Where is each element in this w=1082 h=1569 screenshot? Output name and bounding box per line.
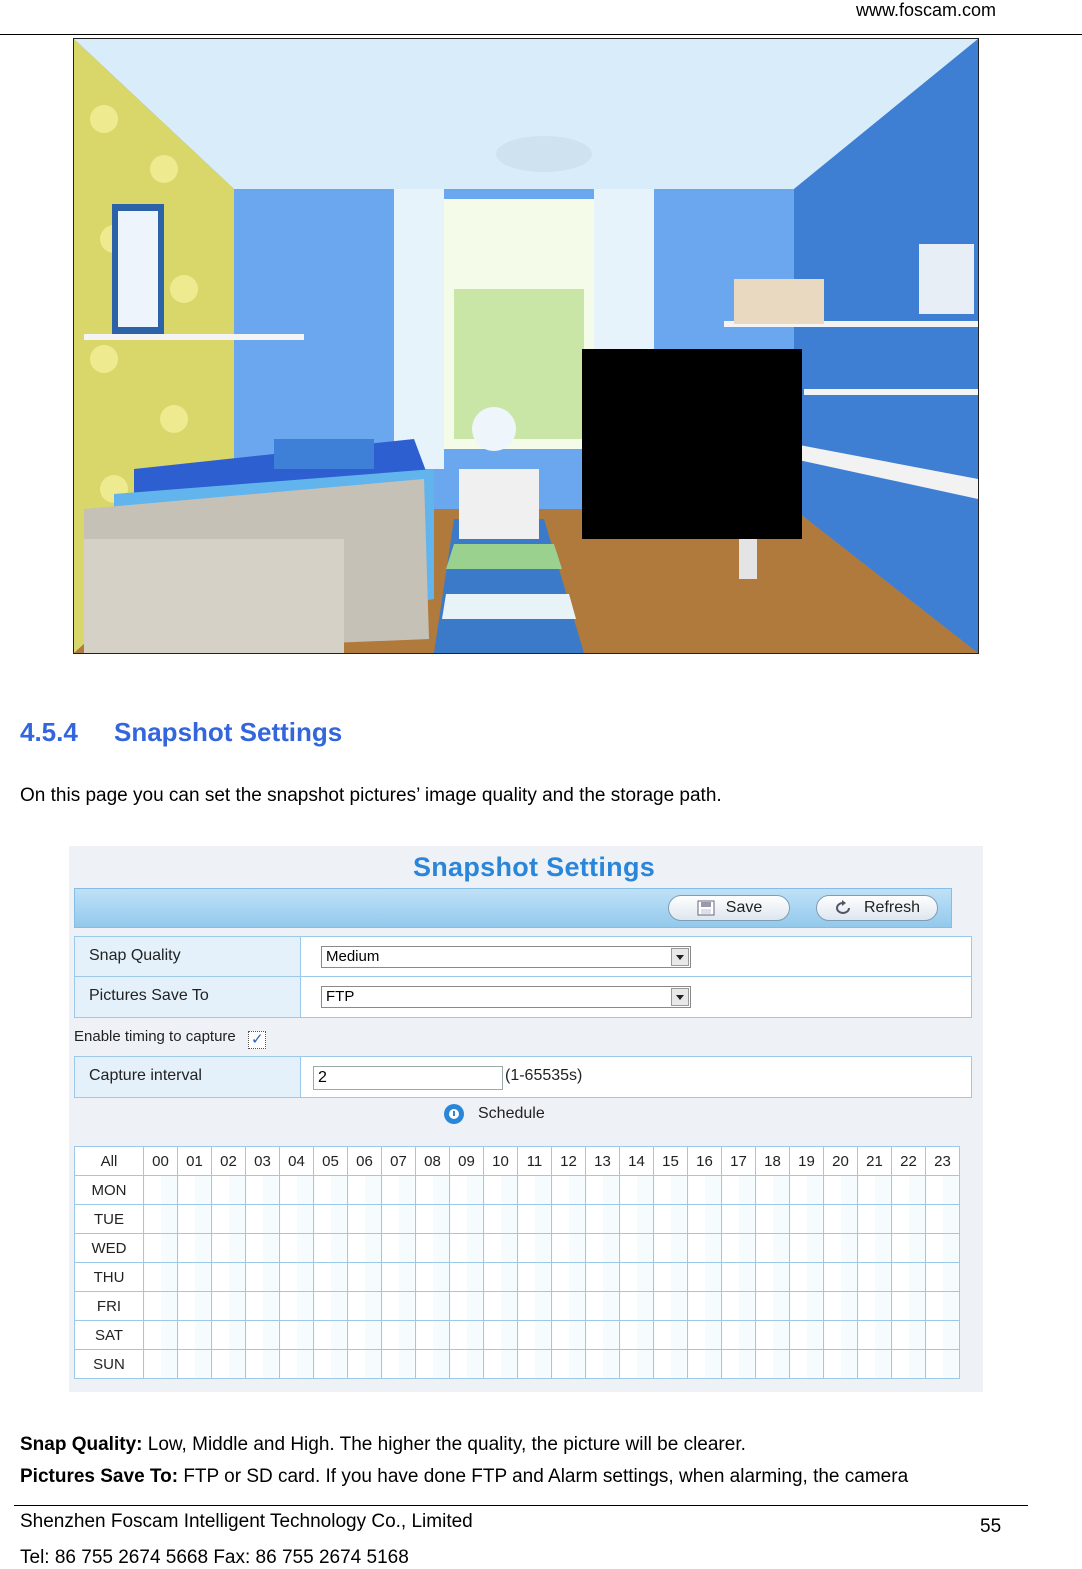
schedule-cell[interactable] <box>858 1263 892 1292</box>
hour-header[interactable]: 20 <box>824 1147 858 1176</box>
schedule-cell[interactable] <box>620 1321 654 1350</box>
schedule-cell[interactable] <box>790 1176 824 1205</box>
day-label[interactable]: THU <box>75 1263 144 1292</box>
day-label[interactable]: SAT <box>75 1321 144 1350</box>
schedule-cell[interactable] <box>586 1321 620 1350</box>
schedule-cell[interactable] <box>280 1292 314 1321</box>
schedule-row <box>75 1234 960 1263</box>
hour-header[interactable]: 16 <box>688 1147 722 1176</box>
schedule-cell[interactable] <box>484 1205 518 1234</box>
hour-header[interactable]: 23 <box>926 1147 960 1176</box>
schedule-row <box>75 1292 960 1321</box>
schedule-cell[interactable] <box>450 1205 484 1234</box>
schedule-cell[interactable] <box>246 1234 280 1263</box>
schedule-cell[interactable] <box>620 1176 654 1205</box>
hour-header[interactable]: 11 <box>518 1147 552 1176</box>
hour-header[interactable]: 08 <box>416 1147 450 1176</box>
schedule-cell[interactable] <box>620 1292 654 1321</box>
save-to-select[interactable] <box>321 986 691 1008</box>
schedule-cell[interactable] <box>178 1350 212 1379</box>
schedule-cell[interactable] <box>586 1234 620 1263</box>
schedule-cell[interactable] <box>654 1292 688 1321</box>
schedule-cell[interactable] <box>246 1292 280 1321</box>
schedule-cell[interactable] <box>654 1234 688 1263</box>
schedule-cell[interactable] <box>212 1292 246 1321</box>
schedule-cell[interactable] <box>416 1263 450 1292</box>
section-heading <box>20 717 342 748</box>
day-label[interactable]: FRI <box>75 1292 144 1321</box>
schedule-cell[interactable] <box>518 1205 552 1234</box>
schedule-cell[interactable] <box>484 1263 518 1292</box>
save-icon <box>696 900 716 916</box>
schedule-cell[interactable] <box>144 1234 178 1263</box>
schedule-cell[interactable] <box>450 1234 484 1263</box>
schedule-cell[interactable] <box>314 1321 348 1350</box>
schedule-cell[interactable] <box>620 1350 654 1379</box>
schedule-cell[interactable] <box>756 1292 790 1321</box>
schedule-cell[interactable] <box>722 1205 756 1234</box>
schedule-cell[interactable] <box>552 1205 586 1234</box>
schedule-cell[interactable] <box>484 1321 518 1350</box>
schedule-cell[interactable] <box>416 1292 450 1321</box>
footer-rule <box>14 1505 1028 1506</box>
hour-header[interactable]: 13 <box>586 1147 620 1176</box>
schedule-cell[interactable] <box>178 1176 212 1205</box>
schedule-cell[interactable] <box>144 1205 178 1234</box>
schedule-cell[interactable] <box>518 1321 552 1350</box>
capture-interval-label: Capture interval <box>75 1057 301 1097</box>
save-to-row <box>75 977 971 1017</box>
schedule-cell[interactable] <box>756 1205 790 1234</box>
capture-interval-row <box>75 1057 971 1097</box>
refresh-button[interactable] <box>816 895 938 921</box>
hour-header[interactable]: 15 <box>654 1147 688 1176</box>
refresh-icon <box>834 900 854 916</box>
schedule-cell[interactable] <box>552 1263 586 1292</box>
schedule-cell[interactable] <box>688 1350 722 1379</box>
schedule-cell[interactable] <box>790 1350 824 1379</box>
schedule-cell[interactable] <box>552 1234 586 1263</box>
schedule-cell[interactable] <box>858 1205 892 1234</box>
schedule-cell[interactable] <box>382 1263 416 1292</box>
hour-header[interactable]: 14 <box>620 1147 654 1176</box>
schedule-cell[interactable] <box>348 1205 382 1234</box>
schedule-cell[interactable] <box>212 1321 246 1350</box>
clock-icon <box>444 1104 464 1124</box>
schedule-cell[interactable] <box>688 1176 722 1205</box>
schedule-cell[interactable] <box>552 1292 586 1321</box>
schedule-cell[interactable] <box>688 1321 722 1350</box>
schedule-cell[interactable] <box>280 1321 314 1350</box>
chevron-down-icon[interactable] <box>671 988 689 1006</box>
hour-header[interactable]: 17 <box>722 1147 756 1176</box>
hour-header[interactable]: 09 <box>450 1147 484 1176</box>
schedule-cell[interactable] <box>416 1350 450 1379</box>
schedule-cell[interactable] <box>348 1321 382 1350</box>
day-label[interactable]: WED <box>75 1234 144 1263</box>
schedule-cell[interactable] <box>416 1321 450 1350</box>
header-rule <box>0 34 1082 35</box>
schedule-cell[interactable] <box>450 1263 484 1292</box>
schedule-cell[interactable] <box>552 1176 586 1205</box>
snap-quality-label: Snap Quality <box>75 937 301 976</box>
schedule-cell[interactable] <box>688 1292 722 1321</box>
schedule-cell[interactable] <box>212 1263 246 1292</box>
save-to-value: FTP <box>326 988 355 1005</box>
hour-header[interactable]: 04 <box>280 1147 314 1176</box>
schedule-row <box>75 1350 960 1379</box>
schedule-cell[interactable] <box>620 1234 654 1263</box>
schedule-cell[interactable] <box>858 1350 892 1379</box>
schedule-cell[interactable] <box>348 1263 382 1292</box>
schedule-cell[interactable] <box>348 1292 382 1321</box>
schedule-cell[interactable] <box>824 1292 858 1321</box>
schedule-cell[interactable] <box>518 1292 552 1321</box>
day-label[interactable]: MON <box>75 1176 144 1205</box>
schedule-cell[interactable] <box>382 1234 416 1263</box>
hour-header[interactable]: 10 <box>484 1147 518 1176</box>
schedule-cell[interactable] <box>450 1292 484 1321</box>
schedule-cell[interactable] <box>450 1321 484 1350</box>
schedule-cell[interactable] <box>756 1234 790 1263</box>
schedule-cell[interactable] <box>484 1350 518 1379</box>
quality-form <box>74 936 972 1018</box>
schedule-cell[interactable] <box>926 1321 960 1350</box>
schedule-cell[interactable] <box>586 1350 620 1379</box>
schedule-cell[interactable] <box>382 1292 416 1321</box>
schedule-cell[interactable] <box>722 1234 756 1263</box>
schedule-cell[interactable] <box>722 1321 756 1350</box>
schedule-cell[interactable] <box>246 1350 280 1379</box>
footer-company: Shenzhen Foscam Intelligent Technology Co., Limited <box>20 1511 473 1532</box>
hour-header[interactable]: 12 <box>552 1147 586 1176</box>
schedule-cell[interactable] <box>756 1321 790 1350</box>
page-number: 55 <box>980 1516 1002 1537</box>
hour-header[interactable]: 18 <box>756 1147 790 1176</box>
schedule-cell[interactable] <box>178 1263 212 1292</box>
schedule-cell[interactable] <box>892 1176 926 1205</box>
schedule-row <box>75 1205 960 1234</box>
hour-header[interactable]: 22 <box>892 1147 926 1176</box>
schedule-cell[interactable] <box>654 1350 688 1379</box>
enable-timing-label: Enable timing to capture <box>74 1028 236 1045</box>
schedule-cell[interactable] <box>178 1234 212 1263</box>
section-number: 4.5.4 <box>20 717 78 747</box>
schedule-cell[interactable] <box>314 1292 348 1321</box>
schedule-cell[interactable] <box>280 1205 314 1234</box>
schedule-cell[interactable] <box>280 1176 314 1205</box>
schedule-cell[interactable] <box>178 1205 212 1234</box>
schedule-row <box>75 1176 960 1205</box>
schedule-cell[interactable] <box>212 1234 246 1263</box>
schedule-cell[interactable] <box>722 1292 756 1321</box>
schedule-cell[interactable] <box>144 1176 178 1205</box>
schedule-cell[interactable] <box>824 1263 858 1292</box>
schedule-cell[interactable] <box>348 1350 382 1379</box>
schedule-cell[interactable] <box>756 1176 790 1205</box>
hour-header[interactable]: 01 <box>178 1147 212 1176</box>
schedule-cell[interactable] <box>824 1321 858 1350</box>
schedule-cell[interactable] <box>314 1234 348 1263</box>
schedule-cell[interactable] <box>790 1292 824 1321</box>
schedule-cell[interactable] <box>314 1205 348 1234</box>
hour-header[interactable]: 00 <box>144 1147 178 1176</box>
footer-tel: Tel: 86 755 2674 5668 Fax: 86 755 2674 5168 <box>20 1547 409 1568</box>
schedule-cell[interactable] <box>552 1350 586 1379</box>
schedule-cell[interactable] <box>450 1350 484 1379</box>
schedule-cell[interactable] <box>926 1176 960 1205</box>
schedule-cell[interactable] <box>144 1321 178 1350</box>
snap-quality-value: Medium <box>326 948 380 965</box>
chevron-down-icon[interactable] <box>671 948 689 966</box>
schedule-cell[interactable] <box>280 1263 314 1292</box>
schedule-cell[interactable] <box>416 1234 450 1263</box>
intro-paragraph: On this page you can set the snapshot pictures’ image quality and the storage path. <box>20 785 722 806</box>
enable-timing-checkbox[interactable] <box>248 1031 266 1049</box>
schedule-cell[interactable] <box>790 1263 824 1292</box>
hour-header[interactable]: 21 <box>858 1147 892 1176</box>
schedule-cell[interactable] <box>212 1205 246 1234</box>
schedule-row <box>75 1321 960 1350</box>
schedule-cell[interactable] <box>858 1292 892 1321</box>
schedule-cell[interactable] <box>246 1263 280 1292</box>
schedule-cell[interactable] <box>858 1234 892 1263</box>
schedule-cell[interactable] <box>688 1263 722 1292</box>
schedule-cell[interactable] <box>416 1205 450 1234</box>
schedule-cell[interactable] <box>348 1234 382 1263</box>
schedule-cell[interactable] <box>144 1263 178 1292</box>
schedule-row <box>75 1263 960 1292</box>
schedule-cell[interactable] <box>144 1292 178 1321</box>
schedule-cell[interactable] <box>144 1350 178 1379</box>
save-button[interactable] <box>668 895 790 921</box>
capture-interval-hint: (1-65535s) <box>505 1067 583 1084</box>
interval-form <box>74 1056 972 1098</box>
schedule-cell[interactable] <box>892 1292 926 1321</box>
schedule-cell[interactable] <box>178 1321 212 1350</box>
schedule-cell[interactable] <box>654 1205 688 1234</box>
hour-header[interactable]: 03 <box>246 1147 280 1176</box>
schedule-cell[interactable] <box>688 1205 722 1234</box>
schedule-cell[interactable] <box>858 1321 892 1350</box>
schedule-heading <box>444 1104 545 1124</box>
schedule-cell[interactable] <box>620 1263 654 1292</box>
schedule-cell[interactable] <box>756 1350 790 1379</box>
schedule-cell[interactable] <box>382 1350 416 1379</box>
schedule-cell[interactable] <box>722 1176 756 1205</box>
save-to-description <box>20 1466 908 1488</box>
snap-quality-text: Low, Middle and High. The higher the quality, the picture will be clearer. <box>142 1434 746 1455</box>
snap-quality-select[interactable] <box>321 946 691 968</box>
schedule-cell[interactable] <box>314 1176 348 1205</box>
schedule-cell[interactable] <box>824 1176 858 1205</box>
header-url: www.foscam.com <box>855 0 996 20</box>
schedule-cell[interactable] <box>858 1176 892 1205</box>
schedule-cell[interactable] <box>246 1321 280 1350</box>
schedule-cell[interactable] <box>518 1234 552 1263</box>
snap-quality-description <box>20 1434 746 1456</box>
schedule-cell[interactable] <box>586 1176 620 1205</box>
schedule-cell[interactable] <box>212 1350 246 1379</box>
schedule-cell[interactable] <box>212 1176 246 1205</box>
schedule-cell[interactable] <box>790 1205 824 1234</box>
hour-header[interactable]: 02 <box>212 1147 246 1176</box>
save-to-text: FTP or SD card. If you have done FTP and Alarm settings, when alarming, the camera <box>178 1466 909 1487</box>
schedule-cell[interactable] <box>654 1263 688 1292</box>
day-label[interactable]: SUN <box>75 1350 144 1379</box>
schedule-cell[interactable] <box>892 1263 926 1292</box>
schedule-cell[interactable] <box>416 1176 450 1205</box>
hour-header[interactable]: 07 <box>382 1147 416 1176</box>
schedule-cell[interactable] <box>246 1176 280 1205</box>
save-to-term: Pictures Save To: <box>20 1466 179 1487</box>
schedule-cell[interactable] <box>280 1350 314 1379</box>
schedule-cell[interactable] <box>654 1321 688 1350</box>
schedule-cell[interactable] <box>926 1292 960 1321</box>
schedule-grid <box>74 1146 960 1379</box>
snap-quality-row <box>75 937 971 977</box>
schedule-cell[interactable] <box>450 1176 484 1205</box>
capture-interval-input[interactable]: 2 <box>313 1066 503 1090</box>
hour-header[interactable]: 05 <box>314 1147 348 1176</box>
schedule-cell[interactable] <box>586 1263 620 1292</box>
schedule-label: Schedule <box>478 1105 545 1122</box>
hour-header[interactable]: 06 <box>348 1147 382 1176</box>
schedule-cell[interactable] <box>620 1205 654 1234</box>
schedule-cell[interactable] <box>926 1205 960 1234</box>
schedule-cell[interactable] <box>926 1234 960 1263</box>
schedule-cell[interactable] <box>926 1263 960 1292</box>
schedule-cell[interactable] <box>178 1292 212 1321</box>
schedule-cell[interactable] <box>382 1176 416 1205</box>
schedule-cell[interactable] <box>722 1350 756 1379</box>
save-button-label: Save <box>725 899 763 916</box>
schedule-cell[interactable] <box>790 1321 824 1350</box>
schedule-cell[interactable] <box>926 1350 960 1379</box>
schedule-cell[interactable] <box>654 1176 688 1205</box>
schedule-cell[interactable] <box>348 1176 382 1205</box>
schedule-cell[interactable] <box>824 1350 858 1379</box>
schedule-cell[interactable] <box>552 1321 586 1350</box>
schedule-cell[interactable] <box>892 1205 926 1234</box>
room-photo <box>73 38 979 654</box>
schedule-cell[interactable] <box>892 1350 926 1379</box>
schedule-cell[interactable] <box>280 1234 314 1263</box>
select-all-cell[interactable]: All <box>75 1147 144 1176</box>
snap-quality-term: Snap Quality: <box>20 1434 143 1455</box>
section-title: Snapshot Settings <box>114 717 343 747</box>
schedule-cell[interactable] <box>688 1234 722 1263</box>
schedule-cell[interactable] <box>484 1292 518 1321</box>
save-to-label: Pictures Save To <box>75 977 301 1017</box>
schedule-cell[interactable] <box>246 1205 280 1234</box>
schedule-cell[interactable] <box>382 1321 416 1350</box>
schedule-cell[interactable] <box>382 1205 416 1234</box>
schedule-cell[interactable] <box>722 1263 756 1292</box>
schedule-cell[interactable] <box>518 1176 552 1205</box>
schedule-cell[interactable] <box>586 1205 620 1234</box>
schedule-cell[interactable] <box>484 1176 518 1205</box>
schedule-cell[interactable] <box>314 1263 348 1292</box>
schedule-cell[interactable] <box>484 1234 518 1263</box>
schedule-cell[interactable] <box>518 1350 552 1379</box>
schedule-cell[interactable] <box>518 1263 552 1292</box>
day-label[interactable]: TUE <box>75 1205 144 1234</box>
schedule-cell[interactable] <box>790 1234 824 1263</box>
schedule-cell[interactable] <box>314 1350 348 1379</box>
panel-title: Snapshot Settings <box>412 852 656 882</box>
schedule-cell[interactable] <box>824 1205 858 1234</box>
schedule-cell[interactable] <box>824 1234 858 1263</box>
schedule-cell[interactable] <box>892 1321 926 1350</box>
schedule-cell[interactable] <box>756 1263 790 1292</box>
refresh-button-label: Refresh <box>863 899 921 916</box>
hour-header[interactable]: 19 <box>790 1147 824 1176</box>
schedule-cell[interactable] <box>586 1292 620 1321</box>
schedule-cell[interactable] <box>892 1234 926 1263</box>
